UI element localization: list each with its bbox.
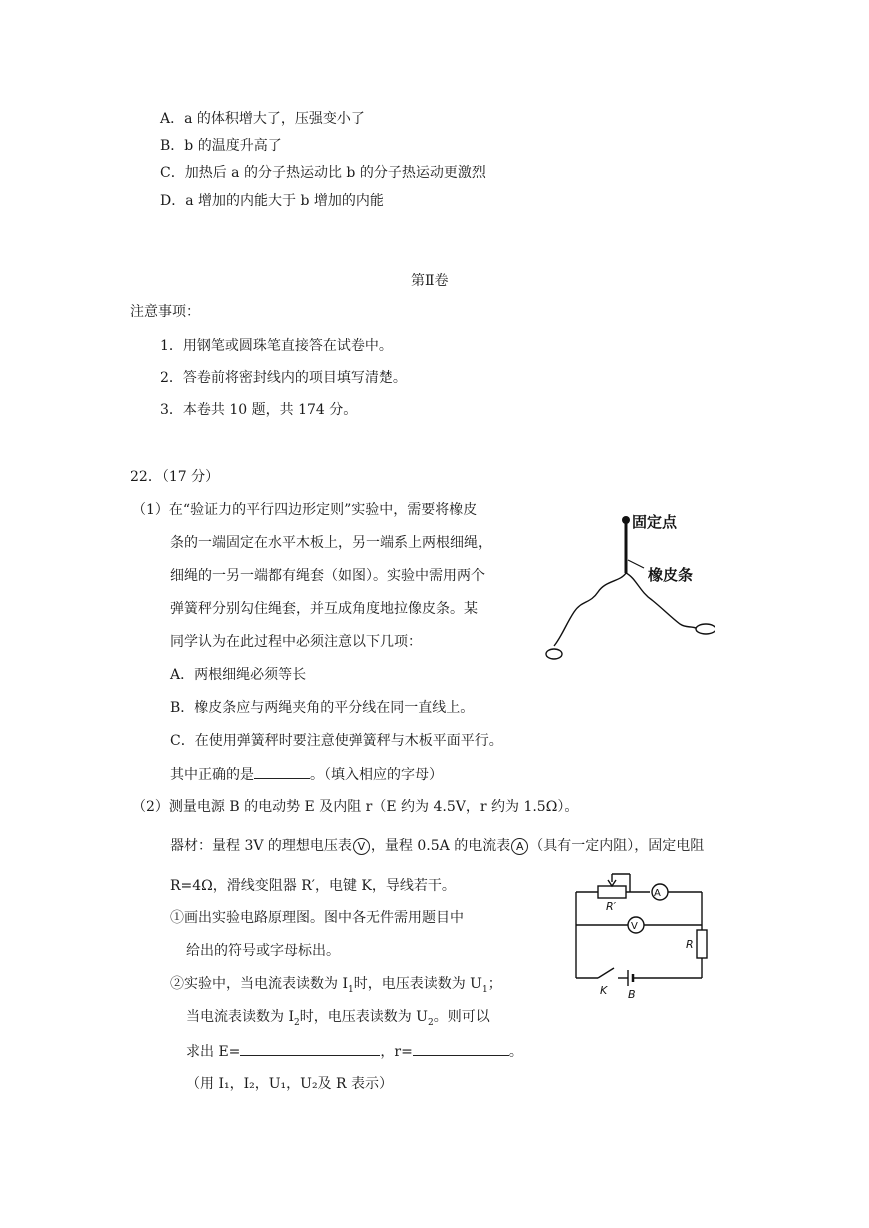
- r-answer-blank: [413, 1041, 509, 1056]
- rubber-band-figure: [540, 508, 715, 668]
- resistor-label: R: [686, 938, 694, 951]
- rheostat-symbol: [598, 886, 626, 898]
- circuit-diagram: [570, 868, 715, 1000]
- sub2b-sub-1: 2: [293, 1017, 300, 1028]
- q22-p1-line-2: 条的一端固定在水平木板上，另一端系上两根细绳，: [170, 535, 492, 551]
- equipment-text-1: 器材：量程 3V 的理想电压表: [170, 838, 352, 854]
- equipment-text-3: （具有一定内阻），固定电阻: [529, 838, 705, 854]
- notice-item-2: 2．答卷前将密封线内的项目填写清楚。: [160, 370, 407, 386]
- q22-p1-option-b: B．橡皮条应与两绳夹角的平分线在同一直线上。: [170, 700, 475, 716]
- q22-p2-sub2-b: [186, 1007, 490, 1033]
- voltmeter-label: V: [631, 921, 638, 932]
- rubber-band-label: 橡皮条: [648, 566, 694, 584]
- option-b: B．b 的温度升高了: [160, 138, 282, 154]
- ammeter-symbol: A: [511, 838, 528, 855]
- sub2a-sub-1: 1: [347, 984, 354, 995]
- left-loop: [546, 649, 562, 659]
- q22-p2-sub2-a: [170, 974, 502, 1000]
- equipment-text-2: ，量程 0.5A 的电流表: [370, 838, 511, 854]
- q22-p2-sub1-a: ①画出实验电路原理图。图中各无件需用题目中: [170, 910, 464, 926]
- option-a: A．a 的体积增大了，压强变小了: [160, 111, 365, 127]
- notice-heading: 注意事项：: [130, 304, 200, 320]
- result-end: 。: [508, 1044, 523, 1060]
- notice-item-3: 3．本卷共 10 题，共 174 分。: [160, 402, 358, 418]
- answer-blank: [254, 764, 310, 779]
- left-string: [554, 573, 626, 646]
- q22-p1-option-c: C．在使用弹簧秤时要注意使弹簧秤与木板平面平行。: [170, 733, 503, 749]
- q22-p1-line-5: 同学认为在此过程中必须注意以下几项：: [170, 634, 422, 650]
- option-c: C．加热后 a 的分子热运动比 b 的分子热运动更激烈: [160, 165, 486, 181]
- section-title: 第Ⅱ卷: [411, 273, 449, 289]
- ammeter-label: A: [654, 888, 661, 899]
- voltmeter-symbol: V: [353, 838, 370, 855]
- option-d: D．a 增加的内能大于 b 增加的内能: [160, 193, 384, 209]
- notice-item-1: 1．用钢笔或圆珠笔直接答在试卷中。: [160, 338, 393, 354]
- sub2b-text-2: 时，电压表读数为 U: [299, 1009, 428, 1025]
- switch-symbol: [598, 968, 614, 978]
- sub2b-sub-2: 2: [427, 1017, 434, 1028]
- e-answer-blank: [240, 1041, 380, 1056]
- q22-p2-sub1-b: 给出的符号或字母标出。: [186, 943, 340, 959]
- q22-p1-option-a: A．两根细绳必须等长: [170, 667, 307, 683]
- q22-header: 22．（17 分）: [130, 469, 220, 485]
- sub2a-sub-2: 1: [481, 984, 488, 995]
- q22-p2-line-1: （2）测量电源 B 的电动势 E 及内阻 r（E 约为 4.5V，r 约为 1.5Ω）。: [132, 799, 579, 815]
- answer-hint: 。（填入相应的字母）: [310, 767, 443, 783]
- q22-p1-line-1: （1）在“验证力的平行四边形定则”实验中，需要将橡皮: [132, 502, 478, 518]
- result-e-label: 求出 E=: [186, 1044, 241, 1060]
- resistor-symbol: [697, 930, 707, 958]
- answer-prompt: 其中正确的是: [170, 767, 254, 783]
- sub2b-text-3: 。则可以: [433, 1009, 490, 1025]
- battery-label: B: [628, 988, 636, 1000]
- q22-p2-note: （用 I₁，I₂，U₁，U₂及 R 表示）: [186, 1076, 393, 1092]
- right-loop: [696, 624, 715, 634]
- sub2b-text-1: 当电流表读数为 I: [186, 1009, 294, 1025]
- rheostat-label: R′: [606, 900, 617, 913]
- q22-p1-answer-line: [170, 764, 443, 785]
- sub2a-text-2: 时，电压表读数为 U: [353, 976, 482, 992]
- sub2a-text-1: ②实验中，当电流表读数为 I: [170, 976, 348, 992]
- q22-p2-equipment-2: R=4Ω，滑线变阻器 R′，电键 K，导线若干。: [170, 878, 456, 894]
- q22-p2-result: [186, 1041, 523, 1062]
- result-r-label: ，r=: [380, 1044, 413, 1060]
- switch-label: K: [600, 984, 608, 997]
- band-pointer: [628, 560, 644, 568]
- q22-p2-equipment: [170, 836, 704, 856]
- q22-p1-line-3: 细绳的一另一端都有绳套（如图）。实验中需用两个: [170, 568, 485, 584]
- sub2a-text-3: ；: [487, 976, 502, 992]
- q22-p1-line-4: 弹簧秤分别勾住绳套，并互成角度地拉像皮条。某: [170, 601, 478, 617]
- fixed-point-label: 固定点: [632, 513, 678, 531]
